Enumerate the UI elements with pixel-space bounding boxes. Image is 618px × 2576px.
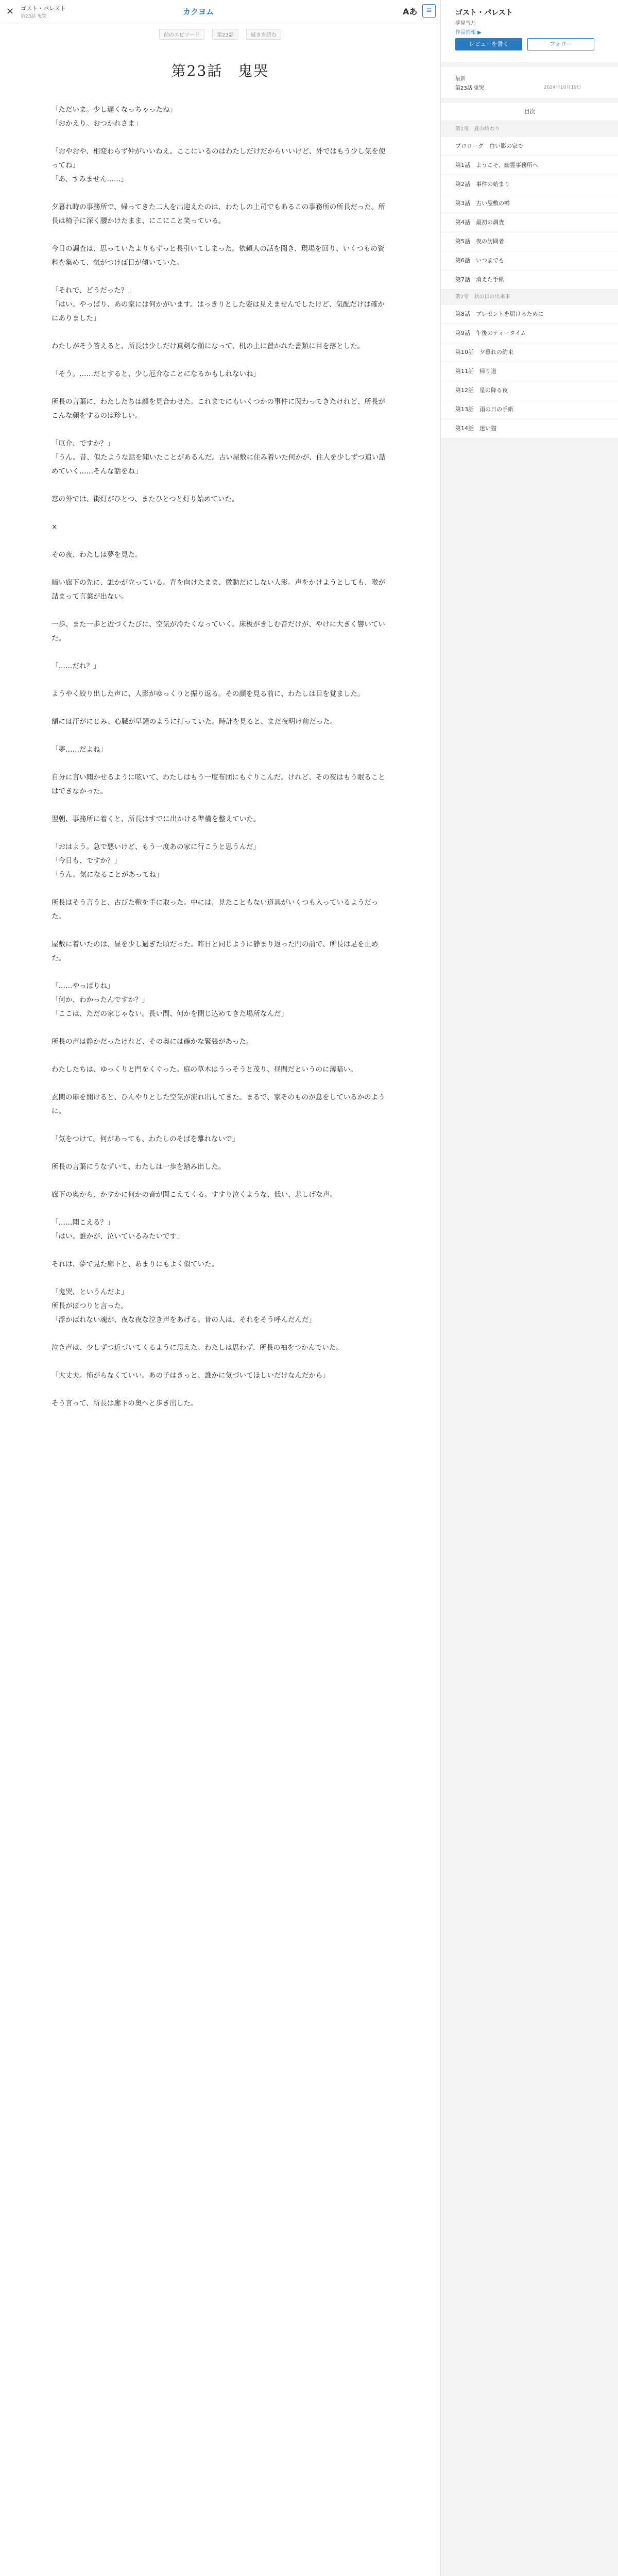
body-paragraph: その夜、わたしは夢を見た。 bbox=[52, 551, 142, 559]
body-paragraph: 所長はそう言うと、古びた鞄を手に取った。中には、見たこともない道具がいくつも入っているようだった。 bbox=[52, 899, 379, 921]
sidebar-work-title[interactable]: ゴスト・パレスト bbox=[455, 9, 513, 17]
work-title[interactable]: ゴスト・パレスト bbox=[21, 5, 66, 12]
episode-nav bbox=[0, 29, 440, 39]
body-paragraph: 「気をつけて。何があっても、わたしのそばを離れないで」 bbox=[52, 1135, 239, 1143]
body-paragraph: 翌朝、事務所に着くと、所長はすでに出かける準備を整えていた。 bbox=[52, 815, 261, 823]
episode-subtitle: 第23話 鬼哭 bbox=[21, 14, 47, 19]
follow-button[interactable]: フォロー bbox=[527, 38, 594, 50]
toc-episode-link[interactable]: 第14話 迷い猫 bbox=[441, 419, 618, 438]
body-paragraph: 「厄介、ですか？」 「うん。昔、似たような話を聞いたことがあるんだ。古い屋敷に住み着いた何かが、住人を少しずつ追い詰めていく……そんな話をね」 bbox=[52, 439, 386, 476]
latest-label: 最新 bbox=[455, 76, 466, 82]
menu-icon[interactable]: ≡ bbox=[422, 4, 436, 18]
body-paragraph: 「大丈夫。怖がらなくていい。あの子はきっと、誰かに気づいてほしいだけなんだから」 bbox=[52, 1371, 330, 1380]
toc-episode-link[interactable]: 第4話 最初の調査 bbox=[441, 213, 618, 232]
current-episode-label: 第23話 bbox=[212, 29, 238, 40]
toc-episode-link[interactable]: 第8話 プレゼントを届けるために bbox=[441, 305, 618, 324]
latest-episode-date: 2024年10月19日 bbox=[544, 85, 581, 90]
toc-section-heading: 第2章 秋の日の出来事 bbox=[441, 290, 618, 305]
site-logo[interactable]: カクヨム bbox=[183, 7, 214, 16]
work-info-link[interactable]: 作品情報 ▶ bbox=[455, 30, 482, 36]
toc-episode-link[interactable]: 第12話 星の降る夜 bbox=[441, 381, 618, 400]
toc-episode-link[interactable]: 第7話 消えた手紙 bbox=[441, 270, 618, 290]
body-paragraph: ようやく絞り出した声に、人影がゆっくりと振り返る。その顔を見る前に、わたしは目を覚ました。 bbox=[52, 690, 365, 698]
toc-episode-link[interactable]: 第10話 夕暮れの約束 bbox=[441, 343, 618, 362]
episode-body bbox=[52, 103, 389, 1425]
toc-episode-link[interactable]: 第11話 帰り道 bbox=[441, 362, 618, 381]
body-paragraph: 屋敷に着いたのは、昼を少し過ぎた頃だった。昨日と同じように静まり返った門の前で、所長は足を止めた。 bbox=[52, 940, 379, 962]
body-paragraph: そう言って、所長は廊下の奥へと歩き出した。 bbox=[52, 1399, 198, 1408]
toc-episode-link[interactable]: 第13話 雨の日の手紙 bbox=[441, 400, 618, 419]
body-paragraph: 廊下の奥から、かすかに何かの音が聞こえてくる。すすり泣くような、低い、悲しげな声。 bbox=[52, 1191, 337, 1199]
font-settings-button[interactable]: Aあ bbox=[403, 7, 418, 16]
latest-episode-title: 第23話 鬼哭 bbox=[455, 86, 484, 91]
toc-episode-link[interactable]: 第6話 いつまでも bbox=[441, 251, 618, 270]
body-paragraph: 夕暮れ時の事務所で、帰ってきた二人を出迎えたのは、わたしの上司でもあるこの事務所の所長だった。所長は椅子に深く腰かけたまま、にこにこと笑っている。 bbox=[52, 203, 385, 225]
body-paragraph: 一歩、また一歩と近づくたびに、空気が冷たくなっていく。床板がきしむ音だけが、やけに大きく響いていた。 bbox=[52, 620, 385, 642]
toc-episode-link[interactable]: プロローグ 白い影の家で bbox=[441, 137, 618, 156]
body-paragraph: 「そう。……だとすると、少し厄介なことになるかもしれないね」 bbox=[52, 370, 260, 378]
toc-episode-link[interactable]: 第1話 ようこそ、幽霊事務所へ bbox=[441, 156, 618, 175]
body-paragraph: 「……やっぱりね」 「何か、わかったんですか？」 「ここは、ただの家じゃない。長い間、何かを閉じ込めてきた場所なんだ」 bbox=[52, 982, 288, 1018]
toc-episode-link[interactable]: 第5話 夜の訪問者 bbox=[441, 232, 618, 251]
body-paragraph: 暗い廊下の先に、誰かが立っている。背を向けたまま、微動だにしない人影。声をかけようとしても、喉が詰まって言葉が出ない。 bbox=[52, 579, 385, 601]
body-paragraph: それは、夢で見た廊下と、あまりにもよく似ていた。 bbox=[52, 1260, 218, 1268]
body-paragraph: 「夢……だよね」 bbox=[52, 745, 107, 754]
body-paragraph: 所長の声は静かだったけれど、その奥には確かな緊張があった。 bbox=[52, 1038, 253, 1046]
toc-header: 目次 bbox=[441, 103, 618, 121]
prev-episode-link[interactable]: 前のエピソード bbox=[159, 29, 204, 40]
sidebar bbox=[440, 0, 618, 2576]
toc-episode-link[interactable]: 第2話 事件の始まり bbox=[441, 175, 618, 194]
toc-episode-link[interactable]: 第3話 古い屋敷の噂 bbox=[441, 194, 618, 213]
toc-episode-link[interactable]: 第9話 午後のティータイム bbox=[441, 324, 618, 343]
episode-title: 第23話 鬼哭 bbox=[171, 62, 269, 79]
body-paragraph: 所長の言葉に、わたしたちは顔を見合わせた。これまでにもいくつかの事件に関わってきたけれど、所長がこんな顔をするのは珍しい。 bbox=[52, 398, 385, 420]
body-paragraph: わたしがそう答えると、所長は少しだけ真剣な顔になって、机の上に置かれた書類に目を落とした。 bbox=[52, 342, 365, 350]
body-paragraph: 額には汗がにじみ、心臓が早鐘のように打っていた。時計を見ると、まだ夜明け前だった。 bbox=[52, 718, 337, 726]
body-paragraph: 「ただいま。少し遅くなっちゃったね」 「おかえり。おつかれさま」 bbox=[52, 106, 177, 128]
body-paragraph: 「……だれ？」 bbox=[52, 662, 100, 670]
toc-section-heading: 第1章 夏の終わり bbox=[441, 122, 618, 137]
section-break: × bbox=[52, 523, 58, 531]
body-paragraph: 「おやおや、相変わらず仲がいいねえ。ここにいるのはわたしだけだからいいけど、外ではもう少し気を使ってね」 「あ、すみません……」 bbox=[52, 147, 386, 183]
top-bar bbox=[0, 0, 440, 24]
body-paragraph: 「おはよう。急で悪いけど、もう一度あの家に行こうと思うんだ」 「今日も、ですか？」 「うん。気になることがあってね」 bbox=[52, 843, 260, 879]
body-paragraph: 今日の調査は、思っていたよりもずっと長引いてしまった。依頼人の話を聞き、現場を回り、いくつもの資料を集めて、気がつけば日が傾いていた。 bbox=[52, 245, 385, 267]
body-paragraph: 自分に言い聞かせるように呟いて、わたしはもう一度布団にもぐりこんだ。けれど、その夜はもう眠ることはできなかった。 bbox=[52, 773, 385, 795]
toc-list bbox=[441, 122, 618, 438]
write-review-button[interactable]: レビューを書く bbox=[455, 38, 522, 50]
body-paragraph: 所長の言葉にうなずいて、わたしは一歩を踏み出した。 bbox=[52, 1163, 226, 1171]
body-paragraph: 「……聞こえる？」 「はい。誰かが、泣いているみたいです」 bbox=[52, 1218, 184, 1241]
sidebar-header bbox=[441, 0, 618, 62]
next-episode-link[interactable]: 続きを読む bbox=[246, 29, 281, 40]
close-icon[interactable]: ✕ bbox=[6, 6, 14, 17]
body-paragraph: 玄関の扉を開けると、ひんやりとした空気が流れ出してきた。まるで、家そのものが息をしているかのように。 bbox=[52, 1093, 385, 1115]
sidebar-author[interactable]: 夢見雪乃 bbox=[455, 21, 476, 26]
body-paragraph: 「それで、どうだった？」 「はい。やっぱり、あの家には何かがいます。はっきりとした姿は見えませんでしたけど、気配だけは確かにありました」 bbox=[52, 286, 385, 323]
body-paragraph: 「鬼哭、というんだよ」 所長がぽつりと言った。 「浮かばれない魂が、夜な夜な泣き声をあげる。昔の人は、それをそう呼んだんだ」 bbox=[52, 1288, 316, 1324]
body-paragraph: 窓の外では、街灯がひとつ、またひとつと灯り始めていた。 bbox=[52, 495, 239, 503]
body-paragraph: 泣き声は、少しずつ近づいてくるように思えた。わたしは思わず、所長の袖をつかんでいた。 bbox=[52, 1344, 343, 1352]
latest-episode[interactable] bbox=[441, 67, 618, 98]
body-paragraph: わたしたちは、ゆっくりと門をくぐった。庭の草木はうっそうと茂り、昼間だというのに薄暗い。 bbox=[52, 1065, 357, 1074]
